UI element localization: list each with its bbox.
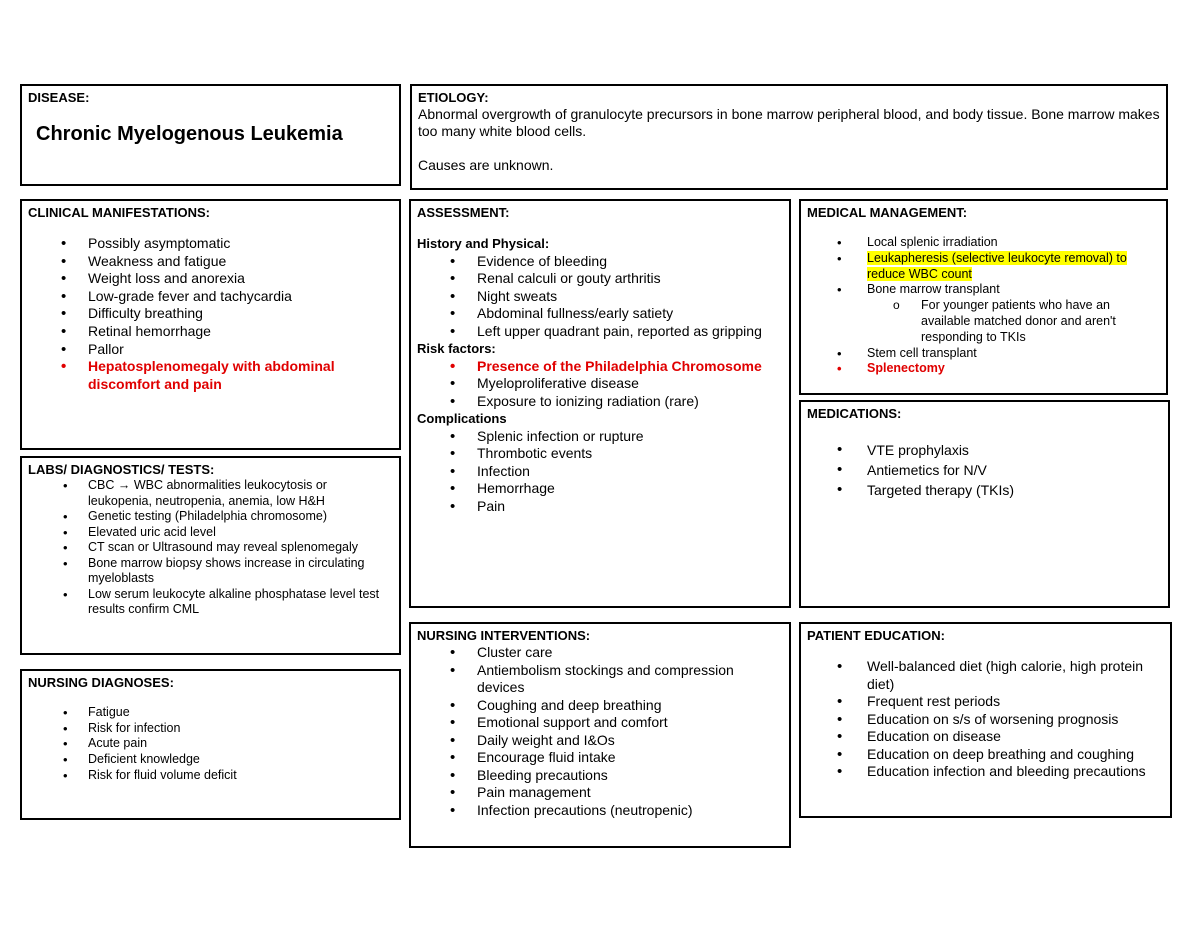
list-item: • Elevated uric acid level <box>28 525 393 541</box>
nursing-diagnoses-list <box>28 705 393 784</box>
complications-list <box>417 428 783 516</box>
nursing-diagnoses-box <box>20 669 401 820</box>
complications-heading: Complications <box>417 411 507 426</box>
list-item: • Exposure to ionizing radiation (rare) <box>417 393 783 411</box>
list-item: • Renal calculi or gouty arthritis <box>417 270 783 288</box>
list-item: • Abdominal fullness/early satiety <box>417 305 783 323</box>
labs-heading: LABS/ DIAGNOSTICS/ TESTS: <box>28 462 215 477</box>
assessment-box <box>409 199 791 608</box>
disease-box <box>20 84 401 186</box>
labs-box <box>20 456 401 655</box>
list-item: • Hemorrhage <box>417 480 783 498</box>
medications-box <box>799 400 1170 608</box>
list-item: • Acute pain <box>28 736 393 752</box>
assessment-heading: ASSESSMENT: <box>417 205 510 220</box>
clinical-manifestations-box <box>20 199 401 450</box>
list-item: • Risk for fluid volume deficit <box>28 768 393 784</box>
medical-management-heading: MEDICAL MANAGEMENT: <box>807 205 968 220</box>
nursing-diagnoses-heading: NURSING DIAGNOSES: <box>28 675 174 690</box>
history-list <box>417 253 783 341</box>
list-item: • Difficulty breathing <box>28 305 393 323</box>
list-item: • Myeloproliferative disease <box>417 375 783 393</box>
list-item: • Antiemetics for N/V <box>807 460 1162 480</box>
labs-list <box>28 478 393 618</box>
disease-heading: DISEASE: <box>28 90 90 105</box>
highlighted-text: Leukapheresis (selective leukocyte removal) to reduce WBC count <box>867 250 1127 281</box>
interventions-heading: NURSING INTERVENTIONS: <box>417 628 591 643</box>
list-item: • Education on disease <box>807 728 1164 746</box>
sub-list-item: o For younger patients who have an available matched donor and aren't responding to TKIs <box>807 298 1160 345</box>
clinical-list <box>28 235 393 393</box>
list-item: • Left upper quadrant pain, reported as gripping <box>417 323 783 341</box>
list-item: • Infection <box>417 463 783 481</box>
list-item: • Possibly asymptomatic <box>28 235 393 253</box>
list-item: • Local splenic irradiation <box>807 235 1160 251</box>
list-item-emphasis: • Presence of the Philadelphia Chromosome <box>417 358 783 376</box>
list-item: • Evidence of bleeding <box>417 253 783 271</box>
list-item: • VTE prophylaxis <box>807 440 1162 460</box>
disease-title: Chronic Myelogenous Leukemia <box>36 123 343 145</box>
list-item-emphasis: • Splenectomy <box>807 361 1160 377</box>
history-heading: History and Physical: <box>417 236 550 251</box>
etiology-causes: Causes are unknown. <box>418 157 554 173</box>
list-item: • Low-grade fever and tachycardia <box>28 288 393 306</box>
risk-factors-list <box>417 358 783 411</box>
list-item: • Bleeding precautions <box>417 767 783 785</box>
list-item-highlighted <box>807 251 1160 283</box>
medications-heading: MEDICATIONS: <box>807 406 902 421</box>
list-item: • CT scan or Ultrasound may reveal splenomegaly <box>28 540 393 556</box>
list-item: • Stem cell transplant <box>807 346 1160 362</box>
etiology-box <box>410 84 1168 190</box>
list-item: • Coughing and deep breathing <box>417 697 783 715</box>
patient-education-box <box>799 622 1172 818</box>
list-item: • Night sweats <box>417 288 783 306</box>
etiology-text: Abnormal overgrowth of granulocyte precursors in bone marrow peripheral blood, and body tissue. Bone marrow makes too many white blood cells. <box>418 106 1160 139</box>
list-item: • Encourage fluid intake <box>417 749 783 767</box>
list-item: • CBC → WBC abnormalities leukocytosis or leukopenia, neutropenia, anemia, low H&H <box>28 478 393 509</box>
nursing-interventions-box <box>409 622 791 848</box>
list-item: • Weakness and fatigue <box>28 253 393 271</box>
list-item: • Risk for infection <box>28 721 393 737</box>
list-item: • Targeted therapy (TKIs) <box>807 480 1162 500</box>
list-item: • Infection precautions (neutropenic) <box>417 802 783 820</box>
list-item: • Deficient knowledge <box>28 752 393 768</box>
list-item: • Splenic infection or rupture <box>417 428 783 446</box>
list-item: • Thrombotic events <box>417 445 783 463</box>
list-item: • Education on s/s of worsening prognosis <box>807 711 1164 729</box>
clinical-heading: CLINICAL MANIFESTATIONS: <box>28 205 210 220</box>
medical-management-list <box>807 235 1160 377</box>
risk-factors-heading: Risk factors: <box>417 341 496 356</box>
list-item: • Weight loss and anorexia <box>28 270 393 288</box>
list-item: • Emotional support and comfort <box>417 714 783 732</box>
list-item: • Pain <box>417 498 783 516</box>
list-item: • Retinal hemorrhage <box>28 323 393 341</box>
list-item: • Frequent rest periods <box>807 693 1164 711</box>
list-item: • Education on deep breathing and coughing <box>807 746 1164 764</box>
list-item: • Pallor <box>28 341 393 359</box>
medications-list <box>807 440 1162 500</box>
education-heading: PATIENT EDUCATION: <box>807 628 945 643</box>
list-item: • Bone marrow transplant <box>807 282 1160 298</box>
list-item: • Education infection and bleeding precautions <box>807 763 1164 781</box>
list-item: • Antiembolism stockings and compression devices <box>417 662 783 697</box>
list-item-emphasis: • Hepatosplenomegaly with abdominal discomfort and pain <box>28 358 393 393</box>
list-item: • Pain management <box>417 784 783 802</box>
list-item: • Fatigue <box>28 705 393 721</box>
list-item: • Daily weight and I&Os <box>417 732 783 750</box>
list-item: • Cluster care <box>417 644 783 662</box>
etiology-heading: ETIOLOGY: <box>418 90 489 105</box>
interventions-list <box>417 644 783 819</box>
list-item: • Well-balanced diet (high calorie, high protein diet) <box>807 658 1164 693</box>
list-item: • Low serum leukocyte alkaline phosphatase level test results confirm CML <box>28 587 393 618</box>
list-item: • Bone marrow biopsy shows increase in circulating myeloblasts <box>28 556 393 587</box>
education-list <box>807 658 1164 781</box>
list-item: • Genetic testing (Philadelphia chromosome) <box>28 509 393 525</box>
medical-management-box <box>799 199 1168 395</box>
